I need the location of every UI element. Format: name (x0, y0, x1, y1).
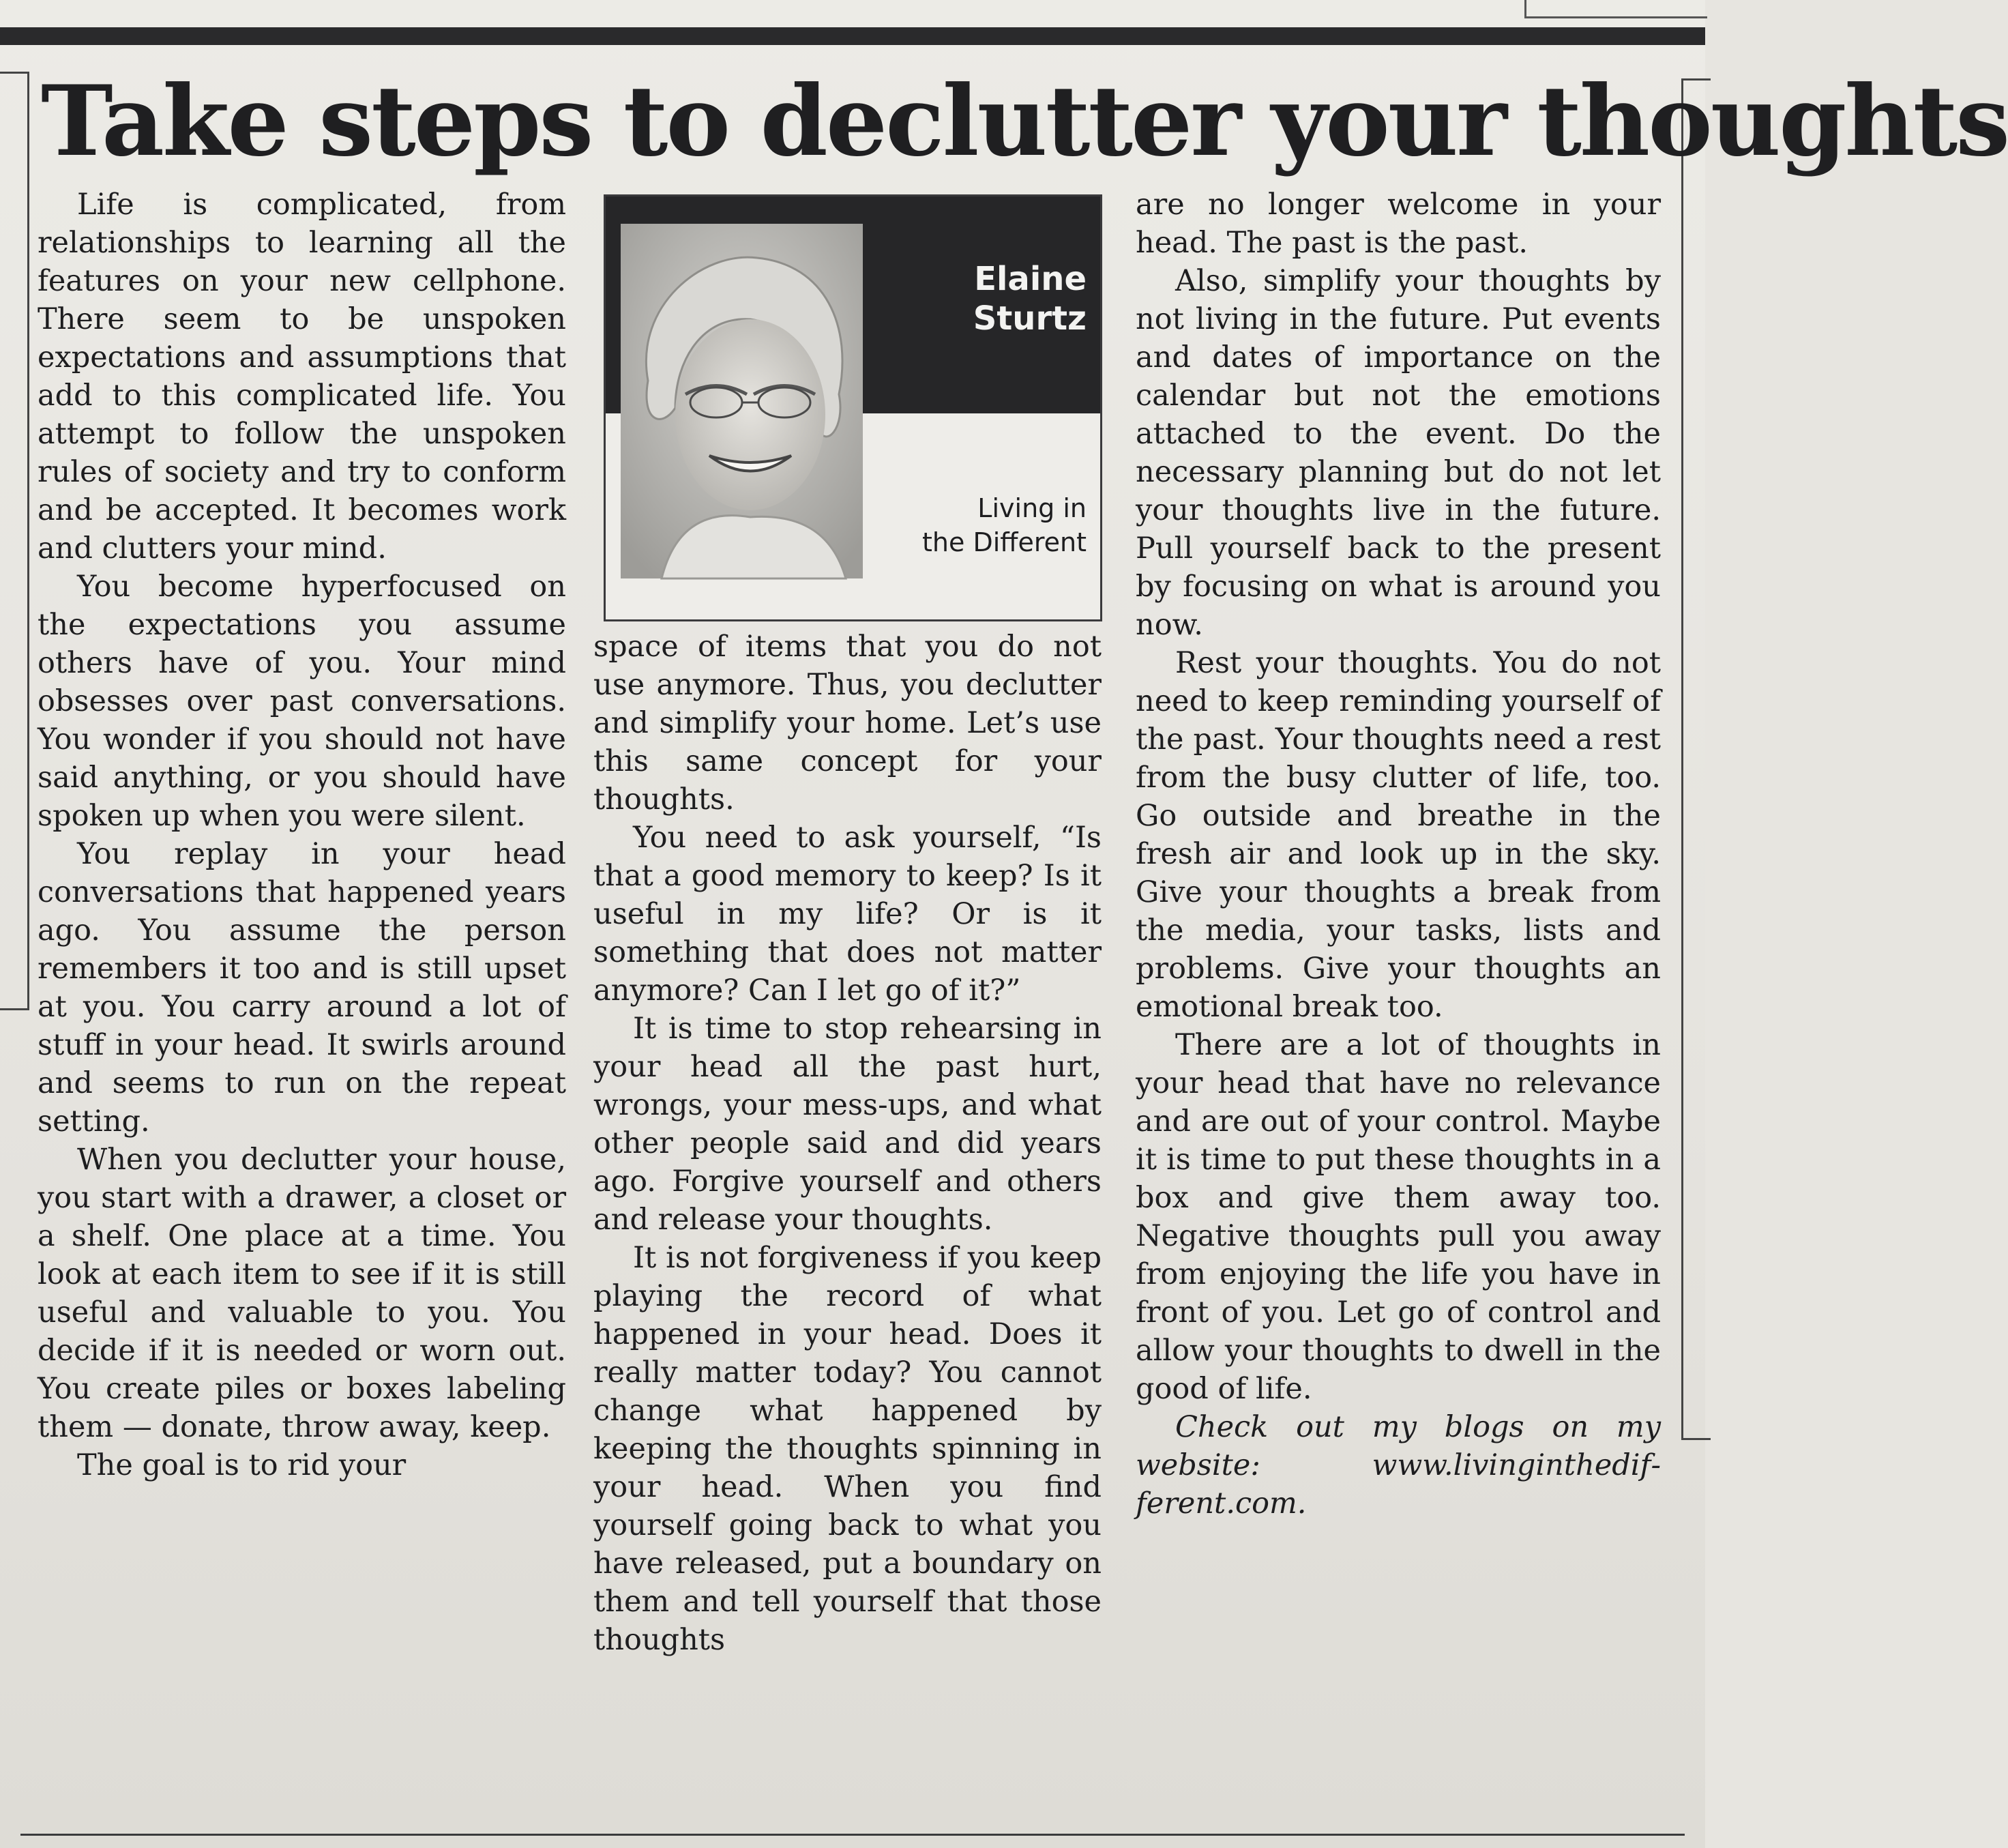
author-name-line: Sturtz (973, 299, 1087, 338)
column-name-line: Living in (977, 493, 1087, 523)
author-photo-box (604, 194, 1102, 621)
paragraph: There are a lot of thoughts in your head that have no relevance and are out of your control. Maybe it is time to put these thoughts in a box and give them away too. Negative thoughts pull you away from enjoying the life you have in front of you. Let go of control and allow your thoughts to dwell in the good of life. (1136, 1028, 1661, 1406)
author-name (865, 259, 1087, 338)
top-rule (0, 27, 1705, 45)
right-frame (1681, 78, 1711, 1440)
paragraph: The goal is to rid your (77, 1448, 407, 1482)
headline: Take steps to declutter your thoughts (41, 65, 2008, 178)
column-name-line: the Different (922, 527, 1087, 557)
paragraph: You become hyperfocused on the expectations you assume others have of you. Your mind obsesses over past conversations. You wonder if you should not have said anything, or you should have spoken up when you were silent. (38, 570, 566, 833)
paragraph: When you declutter your house, you start with a drawer, a closet or a shelf. One place at a time. You look at each item to see if it is still useful and valuable to you. You decide if it is needed or worn out. You create piles or boxes labeling them — donate, throw away, keep. (38, 1143, 566, 1444)
column-name (865, 491, 1087, 559)
corner-box (1524, 0, 1707, 18)
paragraph: It is time to stop rehearsing in your head all the past hurt, wrongs, your mess-ups, and what other people said and did years ago. Forgive yourself and others and release your thoughts. (593, 1012, 1102, 1237)
paragraph: You need to ask yourself, “Is that a good memory to keep? Is it useful in my life? Or is it something that does not matter anymore? Can I let go of it?” (593, 821, 1102, 1008)
paragraph: Also, simplify your thoughts by not living in the future. Put events and dates of importance on the calendar but not the emotions attached to the event. Do the necessary planning but do not let your thoughts live in the future. Pull yourself back to the present by focusing on what is around you now. (1136, 264, 1661, 642)
author-portrait (621, 224, 863, 578)
left-frame (0, 72, 29, 1010)
paragraph: It is not forgiveness if you keep playing the record of what happened in your head. Does it really matter today? You cannot change what happened by keeping the thoughts spinning in your head. When you find yourself going back to what you have released, put a boundary on them and tell yourself that those thoughts (593, 1241, 1102, 1657)
column-3 (1136, 186, 1661, 1523)
author-name-line: Elaine (974, 260, 1087, 298)
column-2 (593, 628, 1102, 1659)
blog-link-text: Check out my blogs on my website: www.livinginthedifferent.com. (1136, 1410, 1661, 1521)
paragraph: Rest your thoughts. You do not need to keep reminding yourself of the past. Your thoughts need a rest from the busy clutter of life, too. Go outside and breathe in the fresh air and look up in the sky. Give your thoughts a break from the media, your tasks, lists and problems. Give your thoughts an emotional break too. (1136, 646, 1661, 1024)
bottom-rule (20, 1834, 1685, 1836)
paragraph: space of items that you do not use anymore. Thus, you declutter and simplify your home. Let’s use this same concept for your thoughts. (593, 630, 1102, 817)
paragraph: You replay in your head conversations that happened years ago. You assume the person remembers it too and is still upset at you. You carry around a lot of stuff in your head. It swirls around and seems to run on the repeat setting. (38, 837, 566, 1139)
column-1 (38, 186, 566, 1484)
paragraph: are no longer welcome in your head. The past is the past. (1136, 188, 1661, 260)
paragraph: Life is complicated, from relationships to learning all the features on your new cellphone. There seem to be unspoken expectations and assumptions that add to this complicated life. You attempt to follow the unspoken rules of society and try to conform and be accepted. It becomes work and clutters your mind. (38, 188, 566, 566)
